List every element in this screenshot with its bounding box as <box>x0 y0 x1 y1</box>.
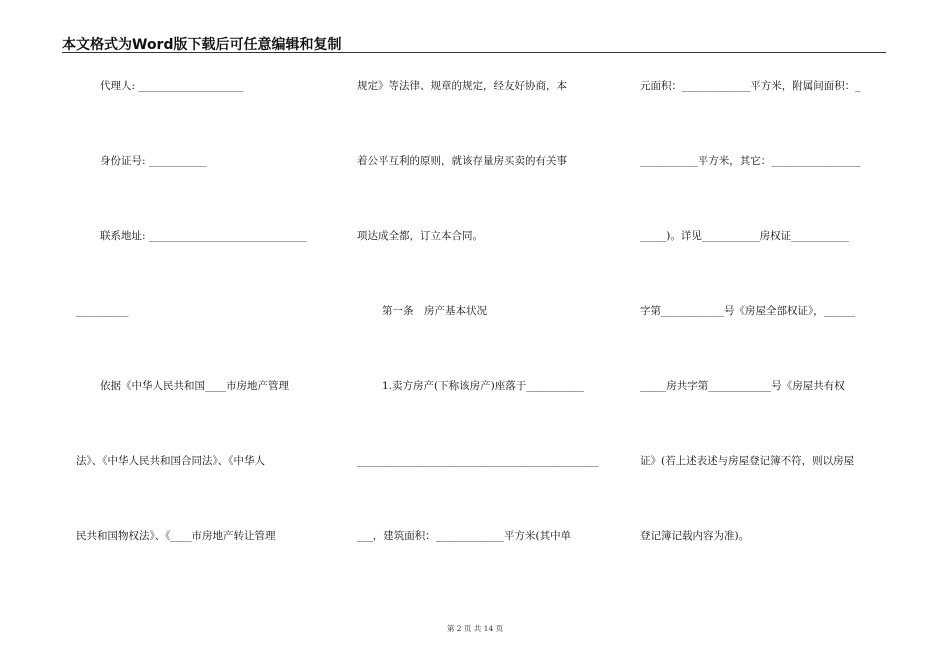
co-ownership-cert-line: _____房共字第____________号《房屋共有权 <box>640 380 845 392</box>
regulation-line-2: 着公平互利的原则，就该存量房买卖的有关事 <box>357 155 567 167</box>
registry-note-line-2: 登记簿记载内容为准)。 <box>640 530 750 542</box>
regulation-line-1: 规定》等法律、规章的规定，经友好协商，本 <box>357 80 567 92</box>
property-location-line: 1.卖方房产(下称该房产)座落于___________ <box>382 380 584 392</box>
legal-basis-line-1: 依据《中华人民共和国____市房地产管理 <box>100 380 289 392</box>
header-title: 本文格式为Word版下载后可任意编辑和复制 <box>62 37 342 53</box>
registry-note-line-1: 证》(若上述表述与房屋登记簿不符，则以房屋 <box>640 455 855 467</box>
floor-area-line: ___，建筑面积：_____________平方米(其中单 <box>357 530 572 542</box>
certificate-ref-line: _____)。详见___________房权证___________ <box>640 230 849 242</box>
other-area-line: ___________平方米，其它：_________________ <box>640 155 861 167</box>
header-divider <box>62 52 886 53</box>
unit-area-line: 元面积：_____________平方米，附属间面积：_ <box>640 80 861 92</box>
property-location-blank: ______________________________________________ <box>357 455 599 467</box>
blank-line: __________ <box>76 305 129 317</box>
article-one-heading: 第一条 房产基本状况 <box>382 305 487 317</box>
contact-address-line: 联系地址: ______________________________ <box>100 230 307 242</box>
agent-line: 代理人: ____________________ <box>100 80 244 92</box>
legal-basis-line-3: 民共和国物权法》、《____市房地产转让管理 <box>76 530 276 542</box>
regulation-line-3: 项达成全都，订立本合同。 <box>357 230 483 242</box>
ownership-cert-line: 字第____________号《房屋全部权证》，______ <box>640 305 856 317</box>
legal-basis-line-2: 法》、《中华人民共和国合同法》、《中华人 <box>76 455 265 467</box>
id-number-line: 身份证号: ___________ <box>100 155 207 167</box>
page-number: 第 2 页 共 14 页 <box>446 624 504 633</box>
